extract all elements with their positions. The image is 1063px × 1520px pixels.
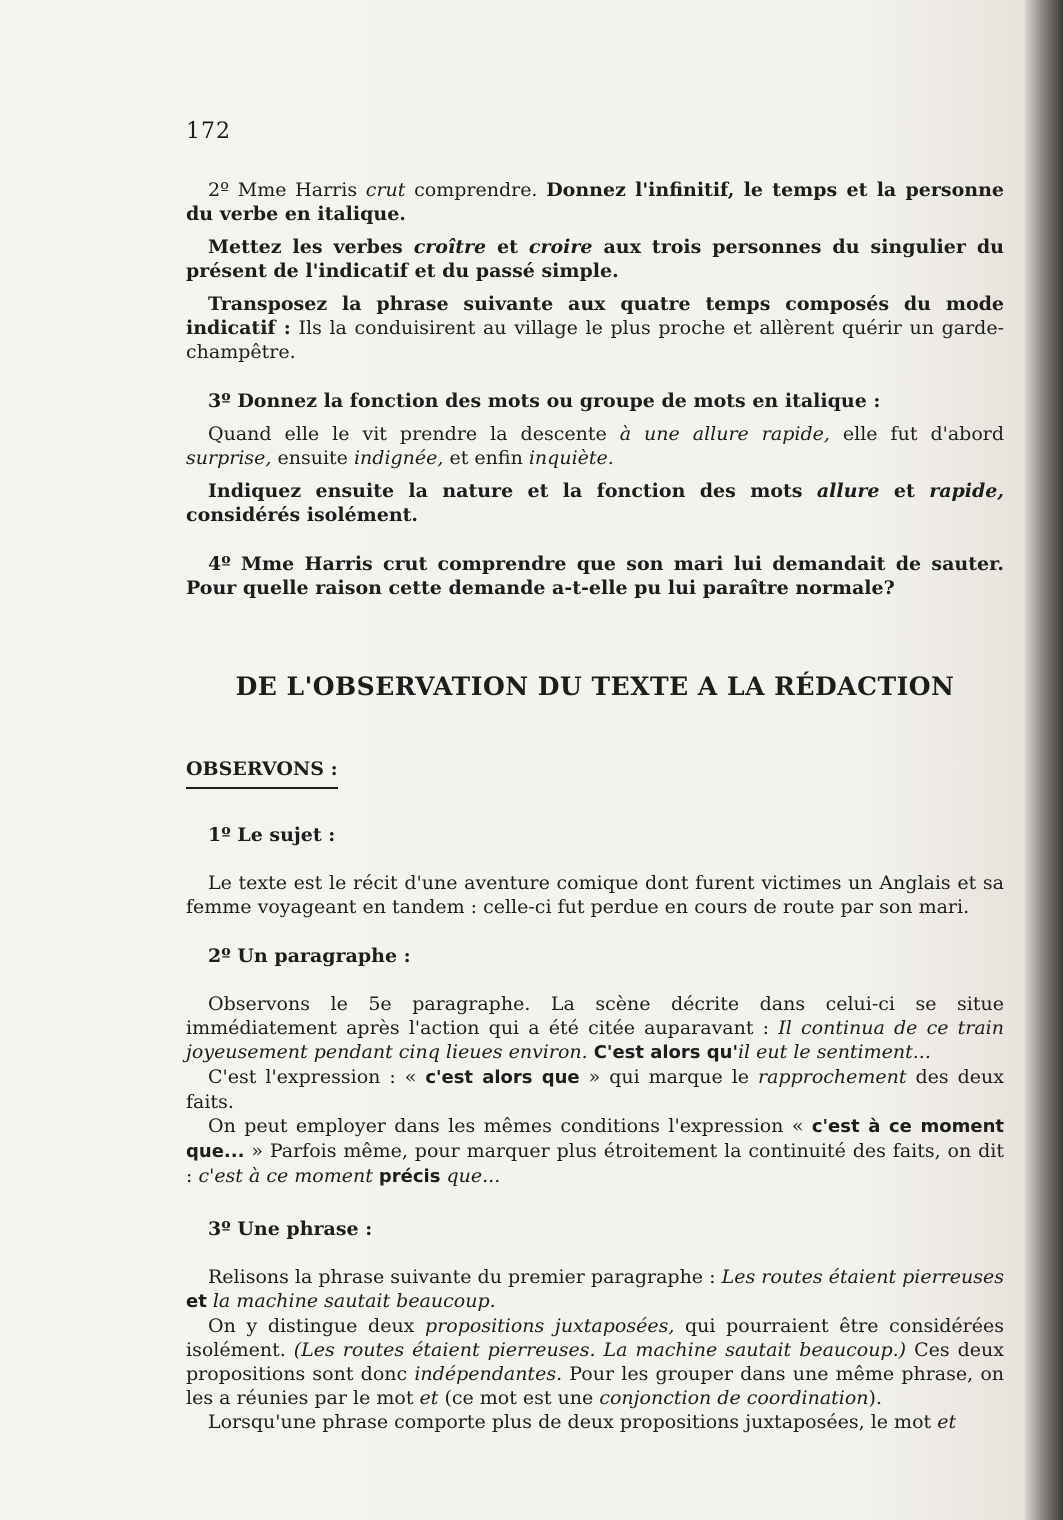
italic-quote: la machine sautait beaucoup. bbox=[212, 1290, 496, 1312]
text-run: elle fut d'abord bbox=[842, 423, 1005, 445]
instruction-text: Donnez l'infinitif, le temps et la personne du verbe en italique. bbox=[186, 179, 1004, 225]
exercise-3-paragraph-1 bbox=[186, 389, 1004, 413]
emphasis-text: précis bbox=[378, 1166, 441, 1187]
emphasis-text: et bbox=[186, 1291, 207, 1312]
emphasis-text: c'est à ce moment que... bbox=[186, 1116, 1004, 1162]
instruction-text: et bbox=[893, 480, 915, 502]
italic-word: et bbox=[419, 1387, 439, 1409]
italic-word: surprise, bbox=[186, 447, 272, 469]
italic-word: conjonction de coordination bbox=[599, 1387, 869, 1409]
text-run: Pour les grouper dans une même phrase, on les a réunies par le mot bbox=[186, 1363, 1005, 1409]
exercise-2-paragraph-1 bbox=[186, 178, 1004, 226]
page-content bbox=[186, 120, 1004, 1434]
text-run: On y distingue deux bbox=[208, 1315, 415, 1337]
italic-quote: Les routes étaient pierreuses bbox=[721, 1266, 1005, 1288]
italic-word: que... bbox=[446, 1165, 501, 1187]
text-run: Observons le 5e paragraphe. La scène décrite dans celui-ci se situe immédiatement après l'action qui a été citée auparavant : bbox=[186, 993, 1004, 1039]
text-run: (ce mot est une bbox=[444, 1387, 594, 1409]
italic-quote: il eut le sentiment... bbox=[737, 1041, 931, 1063]
text-run: Quand elle le vit prendre la descente bbox=[208, 423, 607, 445]
subsection-title-phrase: 3º Une phrase : bbox=[208, 1218, 373, 1240]
italic-word: à une allure rapide, bbox=[619, 423, 830, 445]
paragraphe-paragraph-2 bbox=[186, 1065, 1004, 1114]
instruction-text: Mettez les verbes bbox=[208, 236, 403, 258]
italic-word: c'est à ce moment bbox=[198, 1165, 373, 1187]
phrase-paragraph-2 bbox=[186, 1314, 1004, 1410]
exercise-2-paragraph-2 bbox=[186, 235, 1004, 283]
text-run: ). bbox=[868, 1387, 882, 1409]
observons-subheading: OBSERVONS : bbox=[186, 757, 338, 789]
italic-word: inquiète. bbox=[528, 447, 614, 469]
subsection-title-sujet: 1º Le sujet : bbox=[208, 824, 336, 846]
book-spine-shadow bbox=[1025, 0, 1063, 1520]
italic-word: croître bbox=[413, 236, 487, 258]
italic-quote: (Les routes étaient pierreuses. La machine sautait beaucoup.) bbox=[293, 1339, 907, 1361]
instruction-text: Indiquez ensuite la nature et la fonction des mots bbox=[208, 480, 803, 502]
section-heading: DE L'OBSERVATION DU TEXTE A LA RÉDACTION bbox=[235, 672, 955, 701]
exercise-3-paragraph-2 bbox=[186, 422, 1004, 470]
italic-word: rapprochement bbox=[758, 1066, 907, 1088]
instruction-text: Transposez la phrase suivante aux quatre temps composés du mode indicatif : bbox=[186, 293, 1004, 339]
italic-word: croire bbox=[528, 236, 593, 258]
exercise-sentence: Ils la conduisirent au village le plus proche et allèrent quérir un garde-champêtre. bbox=[186, 317, 1004, 363]
text-run: Lorsqu'une phrase comporte plus de deux propositions juxtaposées, le mot bbox=[208, 1411, 932, 1433]
text-run: C'est l'expression : « bbox=[208, 1066, 417, 1088]
text-run: On peut employer dans les mêmes conditions l'expression « bbox=[208, 1115, 804, 1137]
text-run: Relisons la phrase suivante du premier paragraphe : bbox=[208, 1266, 716, 1288]
phrase-paragraph-3 bbox=[186, 1410, 1004, 1434]
instruction-text: et bbox=[497, 236, 518, 258]
instruction-text: aux trois personnes du singulier du présent de l'indicatif et du passé simple. bbox=[186, 236, 1004, 282]
text-run: » Parfois même, pour marquer plus étroitement la continuité des faits, on dit : bbox=[186, 1140, 1004, 1187]
emphasis-text: c'est alors que bbox=[425, 1067, 580, 1088]
text-run: et enfin bbox=[449, 447, 523, 469]
text-run: qui pourraient être considérées isolément. bbox=[186, 1315, 1004, 1361]
phrase-paragraph-1 bbox=[186, 1265, 1004, 1314]
text-run: » qui marque le bbox=[588, 1066, 750, 1088]
paragraphe-paragraph-1 bbox=[186, 992, 1004, 1065]
text-run: Ces deux propositions sont donc bbox=[186, 1339, 1004, 1385]
italic-quote: Il continua de ce train joyeusement pendant cinq lieues environ. bbox=[186, 1017, 1004, 1063]
text-run: ensuite bbox=[277, 447, 348, 469]
page-number: 172 bbox=[186, 119, 231, 144]
instruction-text: 3º Donnez la fonction des mots ou groupe de mots en italique : bbox=[208, 390, 881, 412]
italic-word: allure bbox=[816, 480, 880, 502]
exercise-4-paragraph bbox=[186, 552, 1004, 600]
italic-word: rapide, bbox=[929, 480, 1004, 502]
italic-word: indépendantes. bbox=[414, 1363, 563, 1385]
italic-word: crut bbox=[365, 179, 406, 201]
italic-word: et bbox=[937, 1411, 957, 1433]
italic-word: indignée, bbox=[353, 447, 444, 469]
instruction-text: considérés isolément. bbox=[186, 504, 419, 526]
exercise-2-paragraph-3 bbox=[186, 292, 1004, 364]
emphasis-text: C'est alors qu' bbox=[593, 1042, 738, 1063]
paragraphe-paragraph-3 bbox=[186, 1114, 1004, 1189]
sujet-paragraph: Le texte est le récit d'une aventure comique dont furent victimes un Anglais et sa femme voyageant en tandem : celle-ci fut perdue en cours de route par son mari. bbox=[186, 872, 1004, 918]
text-run: des deux faits. bbox=[186, 1066, 1005, 1113]
exercise-number: 2º bbox=[208, 179, 230, 201]
italic-word: propositions juxtaposées, bbox=[425, 1315, 675, 1337]
instruction-text: 4º Mme Harris crut comprendre que son mari lui demandait de sauter. Pour quelle raison cette demande a-t-elle pu lui paraître normale? bbox=[186, 553, 1004, 599]
text-run: comprendre. bbox=[414, 179, 538, 201]
exercise-3-paragraph-3 bbox=[186, 479, 1004, 527]
text-run: Mme Harris bbox=[237, 179, 358, 201]
subsection-title-paragraphe: 2º Un paragraphe : bbox=[208, 945, 411, 967]
